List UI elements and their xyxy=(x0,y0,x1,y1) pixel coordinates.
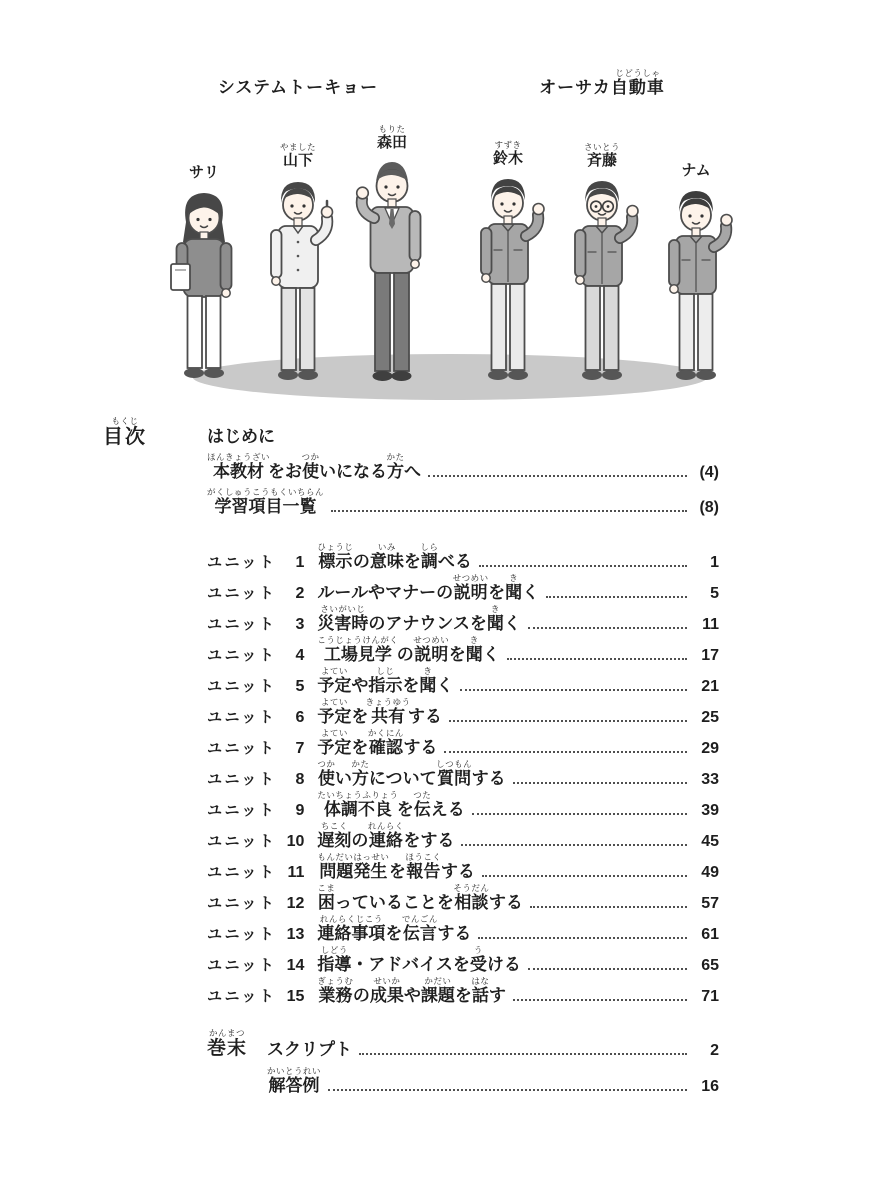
toc-unit-row xyxy=(207,696,719,727)
unit-label: ユニット xyxy=(207,616,277,633)
unit-label: ユニット xyxy=(207,647,277,664)
unit-label: ユニット xyxy=(207,833,277,850)
unit-label: ユニット xyxy=(207,709,277,726)
toc-unit-row xyxy=(207,913,719,944)
unit-title: 予定よていを確認かくにんする xyxy=(317,728,438,757)
intro-title: 学習項目一覧がくしゅうこうもくいちらん xyxy=(207,487,325,516)
unit-number: 7 xyxy=(295,740,305,757)
table-of-contents xyxy=(103,412,719,1096)
unit-number: 11 xyxy=(287,864,305,881)
unit-page-number: 25 xyxy=(701,709,719,726)
unit-number: 5 xyxy=(295,678,305,695)
unit-label: ユニット xyxy=(207,895,277,912)
characters-illustration xyxy=(140,58,760,406)
unit-label: ユニット xyxy=(207,926,277,943)
unit-title: 標示ひょうじの意味いみを調しらべる xyxy=(317,542,472,571)
character-name-namu: ナム xyxy=(681,162,711,180)
unit-title: 体調不良たいちょうふりょうを伝つたえる xyxy=(317,790,465,819)
company-group-system-tokyo xyxy=(159,58,437,384)
appendix-title-script: スクリプト xyxy=(267,1040,352,1059)
unit-page-number: 57 xyxy=(701,895,719,912)
character-name-saito: 斉藤さいとう xyxy=(583,142,620,170)
toc-unit-row xyxy=(207,665,719,696)
unit-number: 2 xyxy=(295,585,305,602)
unit-title: 遅刻ちこくの連絡れんらくをする xyxy=(317,821,455,850)
unit-page-number: 1 xyxy=(710,554,719,571)
character-name-morita: 森田もりた xyxy=(376,124,407,152)
unit-number: 8 xyxy=(295,771,305,788)
character-name-sari: サリ xyxy=(188,164,219,182)
dot-leader xyxy=(482,875,687,877)
unit-page-number: 33 xyxy=(701,771,719,788)
dot-leader xyxy=(507,658,687,660)
unit-title: 業務ぎょうむの成果せいかや課題かだいを話はなす xyxy=(317,976,506,1005)
company-label-osaka-jidosha: オーサカ 自動車じどうしゃ xyxy=(539,68,665,97)
toc-unit-row xyxy=(207,572,719,603)
toc-intro-row xyxy=(207,482,719,517)
unit-label: ユニット xyxy=(207,988,277,1005)
unit-label: ユニット xyxy=(207,678,277,695)
character-namu xyxy=(651,163,741,384)
toc-unit-row xyxy=(207,820,719,851)
unit-page-number: 17 xyxy=(701,647,719,664)
people-osaka-jidosha xyxy=(463,98,741,384)
dot-leader xyxy=(478,937,687,939)
company-group-osaka-jidosha xyxy=(463,58,741,384)
unit-title: 予定よていや指示しじを聞きく xyxy=(317,666,454,695)
unit-number: 15 xyxy=(286,988,305,1005)
dot-leader xyxy=(530,906,687,908)
dot-leader xyxy=(546,596,687,598)
appendix-row-answers xyxy=(207,1060,719,1096)
toc-unit-row xyxy=(207,603,719,634)
dot-leader xyxy=(472,813,687,815)
unit-title: 使つかい方かたについて質問しつもんする xyxy=(317,759,506,788)
dot-leader xyxy=(513,999,687,1001)
unit-page-number: 45 xyxy=(701,833,719,850)
character-name-yamashita: 山下やました xyxy=(279,142,316,170)
character-saito-drawing xyxy=(557,172,647,384)
intro-page-number: (8) xyxy=(699,499,719,516)
toc-heading: 目次もくじ xyxy=(103,416,147,448)
dot-leader xyxy=(513,782,687,784)
toc-unit-row xyxy=(207,541,719,572)
character-suzuki xyxy=(463,140,553,384)
unit-label: ユニット xyxy=(207,740,277,757)
unit-number: 4 xyxy=(295,647,305,664)
toc-unit-list xyxy=(207,541,719,1006)
unit-label: ユニット xyxy=(207,585,277,602)
intro-title: 本教材ほんきょうざいをお使つかいになる方かたへ xyxy=(207,452,421,481)
dot-leader xyxy=(449,720,687,722)
intro-title: はじめに xyxy=(207,427,275,446)
unit-title: 指導しどう・アドバイスを受うける xyxy=(317,945,521,974)
toc-unit-row xyxy=(207,727,719,758)
appendix-label: 巻末かんまつ xyxy=(207,1028,248,1059)
unit-number: 1 xyxy=(295,554,305,571)
dot-leader xyxy=(528,627,687,629)
toc-appendix-section xyxy=(207,1024,719,1096)
unit-number: 6 xyxy=(295,709,305,726)
character-saito xyxy=(557,142,647,384)
unit-title: ルールやマナーの説明せつめいを聞きく xyxy=(317,573,540,602)
character-name-suzuki: 鈴木すずき xyxy=(492,140,523,168)
unit-title: 困こまっていることを相談そうだんする xyxy=(317,883,523,912)
unit-page-number: 11 xyxy=(702,616,719,633)
toc-unit-row xyxy=(207,882,719,913)
unit-title: 予定よていを共有きょうゆうする xyxy=(317,697,442,726)
unit-page-number: 5 xyxy=(710,585,719,602)
toc-unit-row xyxy=(207,975,719,1006)
people-system-tokyo xyxy=(159,98,437,384)
character-suzuki-drawing xyxy=(463,170,553,384)
unit-label: ユニット xyxy=(207,957,277,974)
dot-leader xyxy=(331,510,687,512)
character-sari xyxy=(159,165,249,384)
character-yamashita xyxy=(253,142,343,384)
toc-intro-row xyxy=(207,412,719,447)
intro-page-number: (4) xyxy=(699,464,719,481)
toc-body xyxy=(207,412,719,1096)
unit-number: 14 xyxy=(286,957,305,974)
unit-page-number: 29 xyxy=(701,740,719,757)
dot-leader xyxy=(328,1089,687,1091)
unit-title: 工場見学こうじょうけんがくの説明せつめいを聞きく xyxy=(317,635,500,664)
character-groups xyxy=(140,58,760,406)
unit-number: 10 xyxy=(286,833,305,850)
unit-label: ユニット xyxy=(207,771,277,788)
toc-unit-row xyxy=(207,944,719,975)
toc-intro-list xyxy=(207,412,719,517)
unit-page-number: 61 xyxy=(701,926,719,943)
dot-leader xyxy=(479,565,687,567)
toc-unit-row xyxy=(207,789,719,820)
appendix-row-script xyxy=(207,1024,719,1060)
dot-leader xyxy=(460,689,687,691)
unit-number: 3 xyxy=(295,616,305,633)
dot-leader xyxy=(461,844,687,846)
unit-number: 13 xyxy=(286,926,305,943)
toc-unit-row xyxy=(207,851,719,882)
unit-page-number: 49 xyxy=(701,864,719,881)
character-sari-drawing xyxy=(159,184,249,384)
character-namu-drawing xyxy=(651,182,741,384)
unit-number: 9 xyxy=(295,802,305,819)
character-morita xyxy=(347,124,437,384)
dot-leader xyxy=(528,968,687,970)
unit-title: 連絡事項れんらくじこうを伝言でんごんする xyxy=(317,914,472,943)
character-yamashita-drawing xyxy=(253,172,343,384)
unit-title: 問題発生もんだいはっせいを報告ほうこくする xyxy=(317,852,475,881)
unit-page-number: 65 xyxy=(701,957,719,974)
dot-leader xyxy=(359,1053,687,1055)
dot-leader xyxy=(428,475,687,477)
appendix-page-number: 2 xyxy=(710,1042,719,1059)
toc-unit-row xyxy=(207,634,719,665)
appendix-page-number: 16 xyxy=(701,1078,719,1095)
appendix-title-answers: 解答例かいとうれい xyxy=(267,1066,322,1095)
unit-page-number: 21 xyxy=(701,678,719,695)
unit-number: 12 xyxy=(286,895,305,912)
toc-unit-row xyxy=(207,758,719,789)
toc-intro-row xyxy=(207,447,719,482)
dot-leader xyxy=(444,751,687,753)
company-label-system-tokyo: システムトーキョー xyxy=(217,78,379,97)
unit-label: ユニット xyxy=(207,554,277,571)
unit-page-number: 71 xyxy=(701,988,719,1005)
unit-title: 災害時さいがいじのアナウンスを聞きく xyxy=(317,604,521,633)
unit-label: ユニット xyxy=(207,802,277,819)
character-morita-drawing xyxy=(347,154,437,384)
unit-page-number: 39 xyxy=(701,802,719,819)
unit-label: ユニット xyxy=(207,864,277,881)
